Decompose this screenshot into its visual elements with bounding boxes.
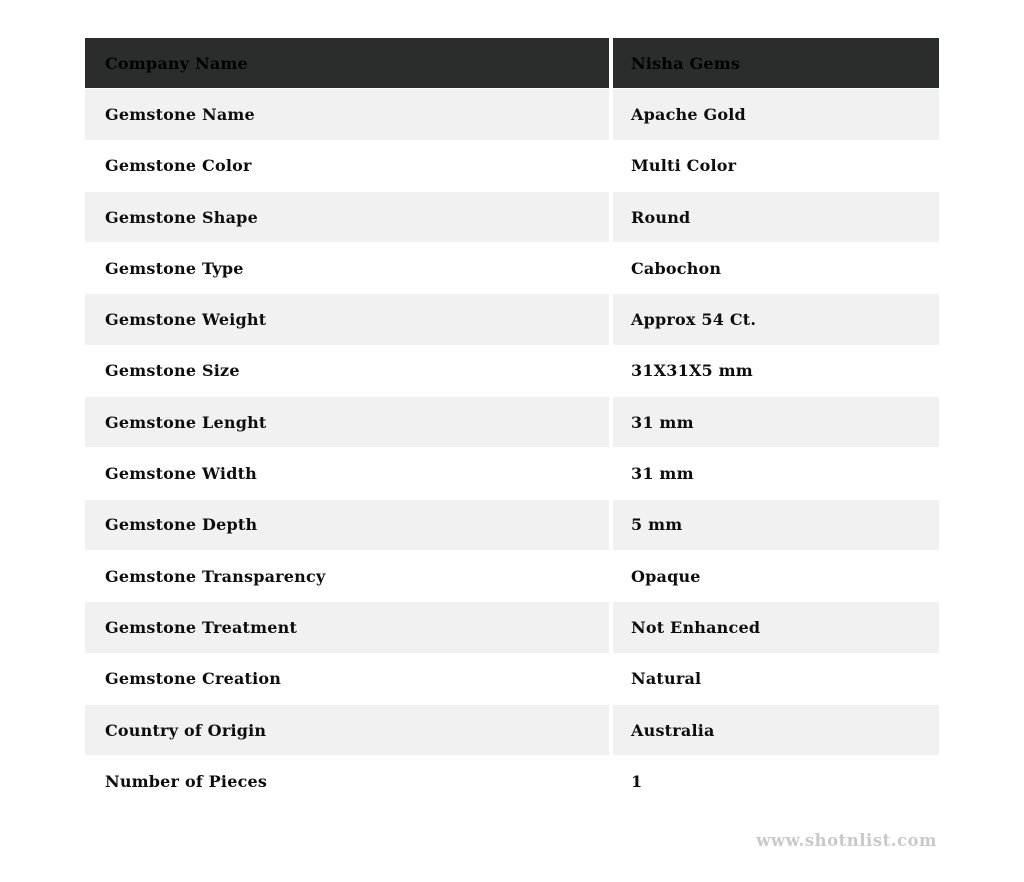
spec-row — [85, 141, 939, 192]
spec-label: Gemstone Type — [85, 243, 609, 293]
spec-value: Not Enhanced — [613, 602, 939, 652]
gemstone-spec-table — [85, 38, 939, 807]
header-value-cell: Nisha Gems — [613, 38, 939, 88]
spec-row — [85, 346, 939, 397]
spec-value: 1 — [613, 756, 939, 806]
spec-label: Gemstone Weight — [85, 294, 609, 344]
spec-label: Gemstone Shape — [85, 192, 609, 242]
spec-row — [85, 756, 939, 807]
spec-label: Gemstone Creation — [85, 654, 609, 704]
spec-value: 31X31X5 mm — [613, 346, 939, 396]
spec-row — [85, 397, 939, 448]
header-label-cell: Company Name — [85, 38, 609, 88]
spec-label: Number of Pieces — [85, 756, 609, 806]
spec-label: Gemstone Width — [85, 448, 609, 498]
spec-row — [85, 243, 939, 294]
table-header-row — [85, 38, 939, 89]
spec-label: Country of Origin — [85, 705, 609, 755]
spec-value: 31 mm — [613, 448, 939, 498]
spec-label: Gemstone Name — [85, 89, 609, 139]
spec-value: Cabochon — [613, 243, 939, 293]
spec-value: Apache Gold — [613, 89, 939, 139]
spec-label: Gemstone Treatment — [85, 602, 609, 652]
spec-label: Gemstone Color — [85, 141, 609, 191]
spec-value: Approx 54 Ct. — [613, 294, 939, 344]
spec-rows — [85, 89, 939, 807]
spec-label: Gemstone Size — [85, 346, 609, 396]
watermark: www.shotnlist.com — [756, 831, 937, 850]
spec-label: Gemstone Depth — [85, 500, 609, 550]
spec-row — [85, 448, 939, 499]
spec-value: Australia — [613, 705, 939, 755]
spec-row — [85, 705, 939, 756]
spec-row — [85, 192, 939, 243]
spec-row — [85, 602, 939, 653]
spec-row — [85, 500, 939, 551]
spec-value: Round — [613, 192, 939, 242]
spec-value: Natural — [613, 654, 939, 704]
spec-row — [85, 294, 939, 345]
spec-value: 5 mm — [613, 500, 939, 550]
spec-value: Opaque — [613, 551, 939, 601]
spec-value: 31 mm — [613, 397, 939, 447]
spec-label: Gemstone Transparency — [85, 551, 609, 601]
spec-label: Gemstone Lenght — [85, 397, 609, 447]
spec-row — [85, 654, 939, 705]
spec-value: Multi Color — [613, 141, 939, 191]
spec-row — [85, 551, 939, 602]
spec-row — [85, 89, 939, 140]
